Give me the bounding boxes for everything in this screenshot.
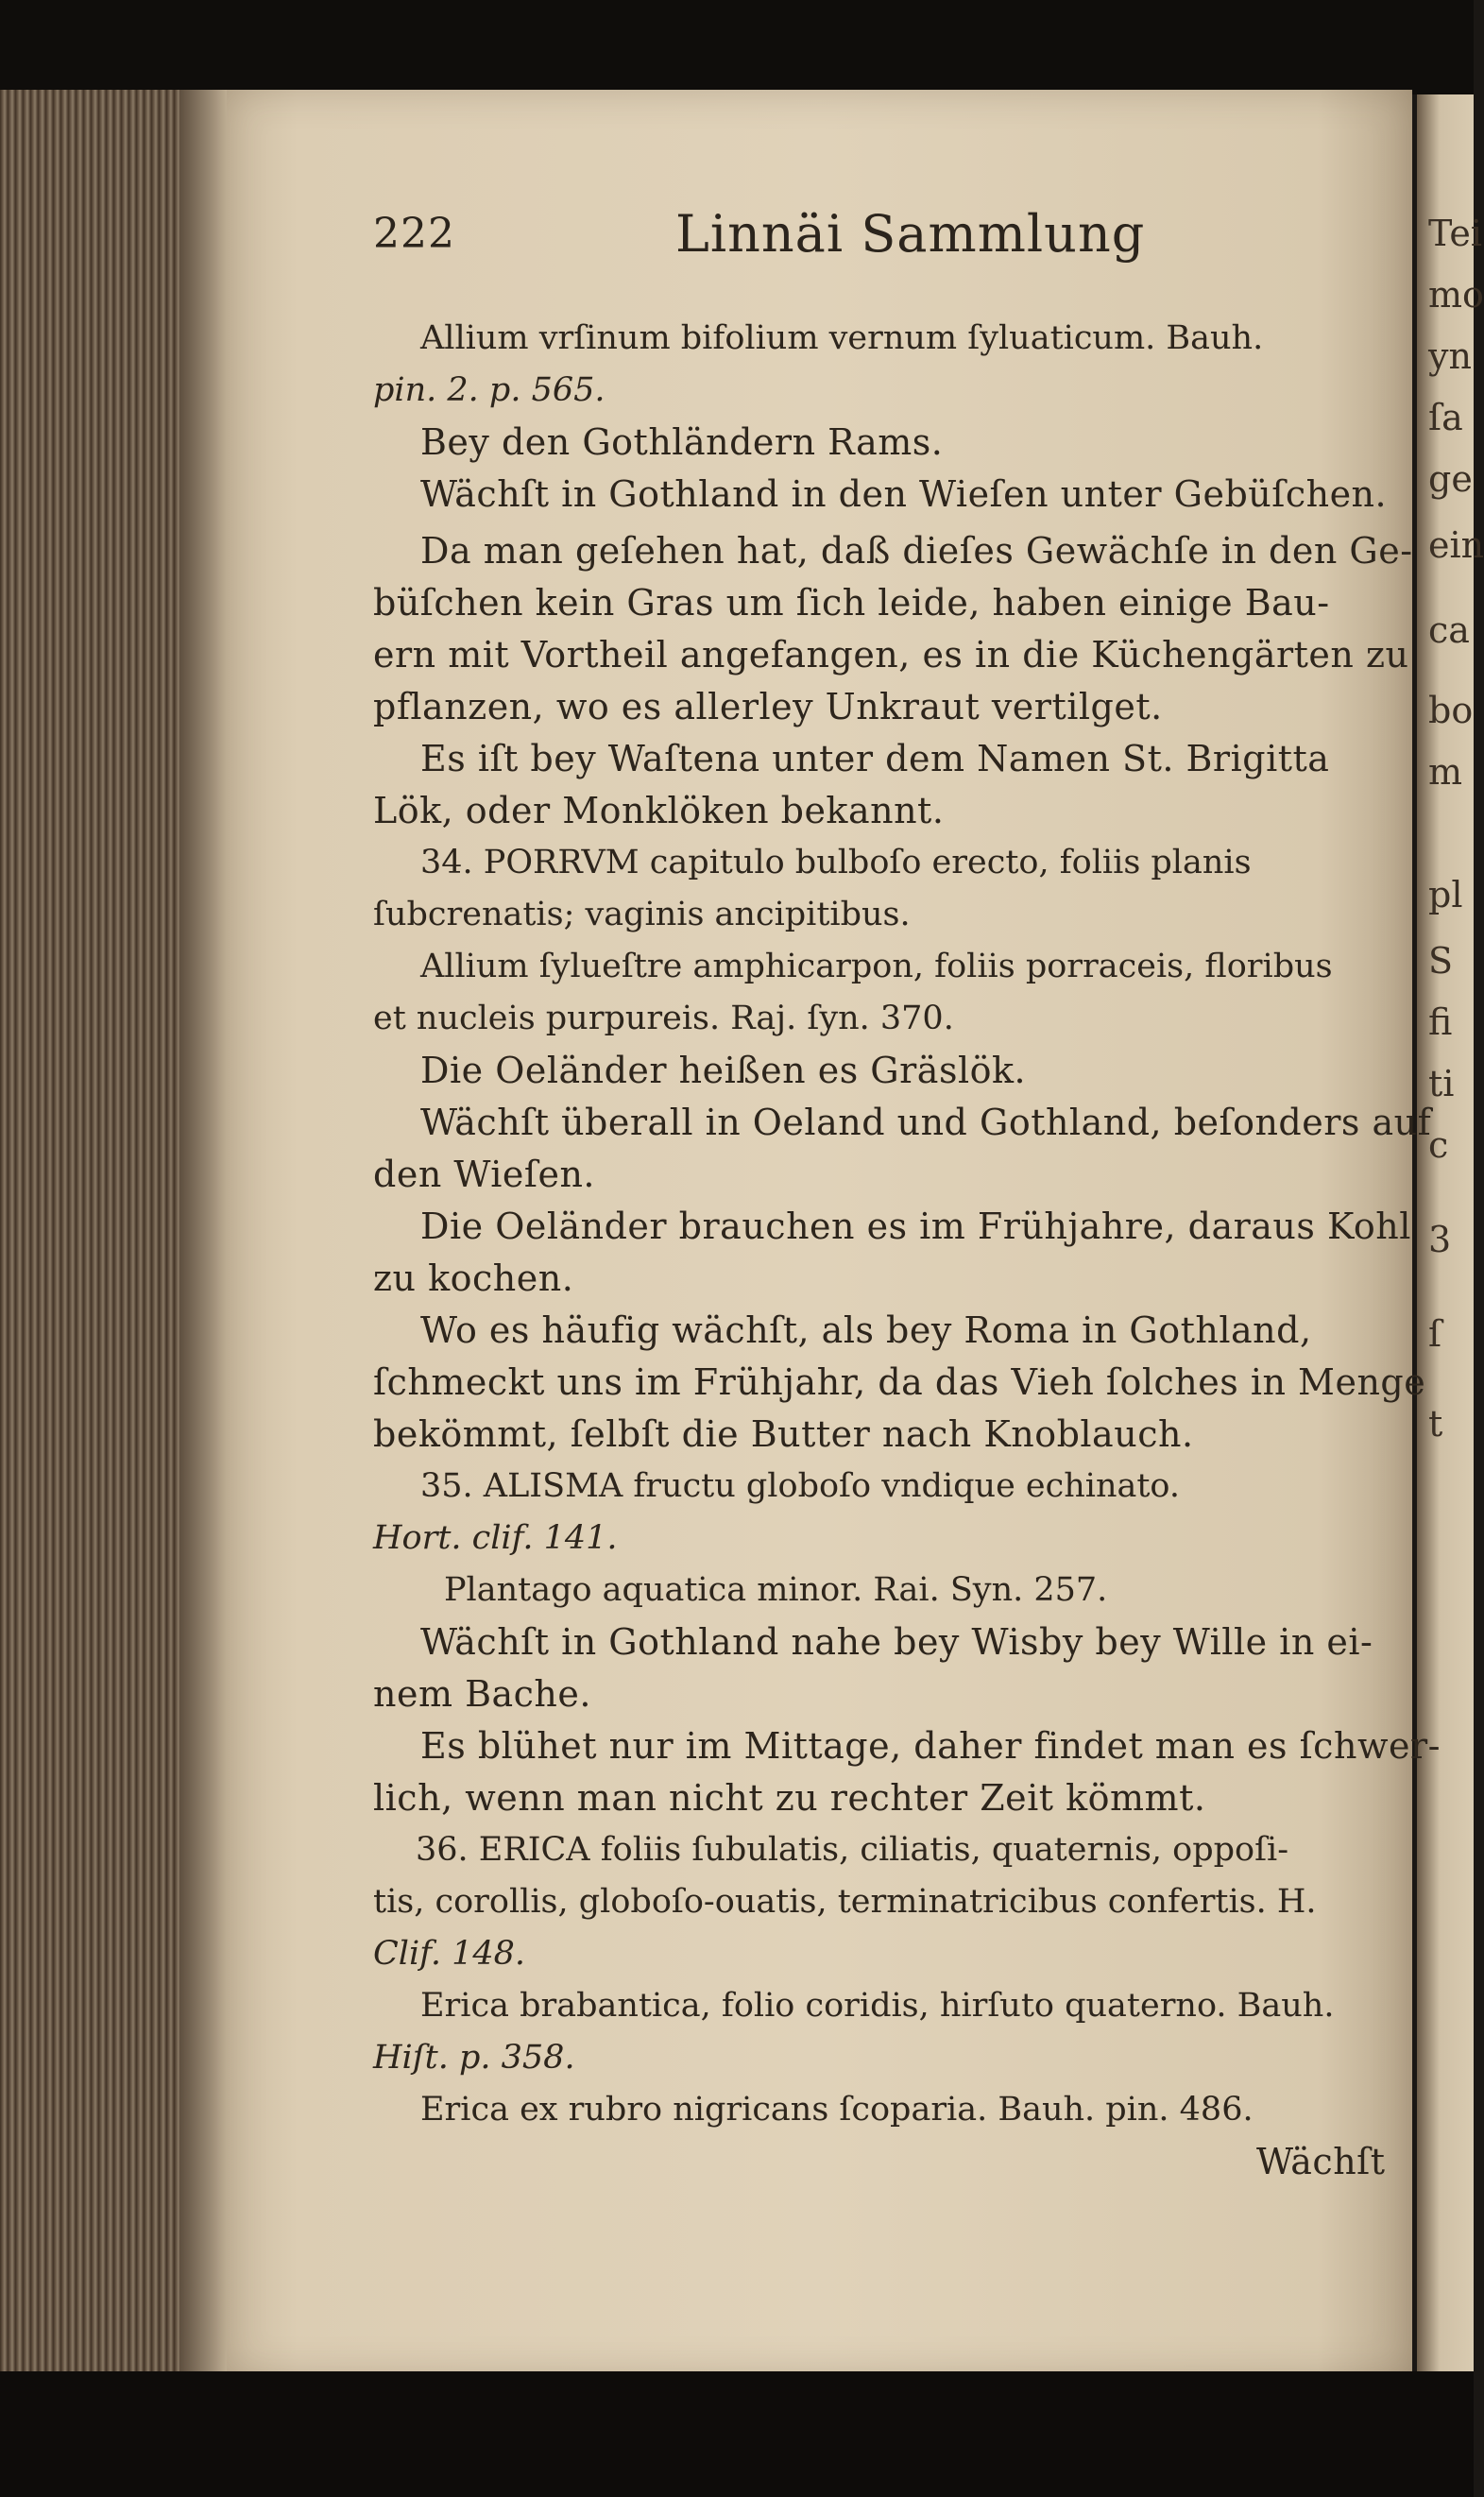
text-line: Hiſt. p. 358. bbox=[373, 2039, 575, 2077]
text-line: Bey den Gothländern Rams. bbox=[420, 421, 944, 463]
text-line: Clif. 148. bbox=[373, 1935, 526, 1973]
text-line: Plantago aquatica minor. Rai. Syn. 257. bbox=[444, 1571, 1108, 1609]
facing-page-fragment: m bbox=[1428, 751, 1463, 793]
running-title: Linnäi Sammlung bbox=[675, 204, 1146, 264]
text-line: Die Oeländer heißen es Gräslök. bbox=[420, 1050, 1027, 1091]
text-line: nem Bache. bbox=[373, 1673, 591, 1715]
facing-page-fragment: pl bbox=[1428, 874, 1463, 915]
facing-page-fragment: ein bbox=[1428, 524, 1484, 566]
facing-page-fragment: mo bbox=[1428, 274, 1484, 316]
text-line: et nucleis purpureis. Raj. ſyn. 370. bbox=[373, 1000, 954, 1037]
text-line: Da man geſehen hat, daß dieſes Gewächſe in den Ge- bbox=[420, 530, 1413, 572]
text-line: Hort. clif. 141. bbox=[373, 1519, 618, 1557]
text-line: pin. 2. p. 565. bbox=[373, 371, 606, 409]
scan-bottom-shadow bbox=[0, 2371, 1474, 2497]
text-line: ſchmeckt uns im Frühjahr, da das Vieh ſolches in Menge bbox=[373, 1361, 1426, 1403]
facing-page-fragment: ti bbox=[1428, 1063, 1455, 1104]
text-line: ſubcrenatis; vaginis ancipitibus. bbox=[373, 896, 911, 933]
facing-page-fragment: bo bbox=[1428, 690, 1474, 731]
facing-page-fragment: t bbox=[1428, 1403, 1443, 1445]
text-line: Wächſt in Gothland in den Wieſen unter Gebüſchen. bbox=[420, 473, 1388, 515]
text-line: zu kochen. bbox=[373, 1257, 574, 1299]
text-line: pflanzen, wo es allerley Unkraut vertilget. bbox=[373, 686, 1163, 727]
text-line: bekömmt, ſelbſt die Butter nach Knoblauch. bbox=[373, 1413, 1194, 1455]
text-line: Es blühet nur im Mittage, daher findet man es ſchwer- bbox=[420, 1725, 1441, 1767]
facing-page-fragment: ge bbox=[1428, 458, 1473, 500]
facing-page-fragment: ſ bbox=[1428, 1313, 1442, 1355]
text-line: den Wieſen. bbox=[373, 1154, 596, 1195]
facing-page-fragment: fi bbox=[1428, 1001, 1453, 1043]
text-line: tis, corollis, globoſo-ouatis, terminatricibus confertis. H. bbox=[373, 1883, 1317, 1921]
facing-page-fragment: c bbox=[1428, 1124, 1449, 1166]
text-line: Erica ex rubro nigricans ſcoparia. Bauh. pin. 486. bbox=[420, 2091, 1254, 2129]
text-line: lich, wenn man nicht zu rechter Zeit kömmt. bbox=[373, 1777, 1206, 1819]
facing-page-fragment: Tei bbox=[1428, 213, 1483, 254]
text-line: Wächſt in Gothland nahe bey Wisby bey Wille in ei- bbox=[420, 1621, 1373, 1663]
text-line: 36. ERICA foliis ſubulatis, ciliatis, quaternis, oppoſi- bbox=[416, 1831, 1289, 1869]
text-line: Wo es häufig wächſt, als bey Roma in Gothland, bbox=[420, 1309, 1312, 1351]
text-line: Lök, oder Monklöken bekannt. bbox=[373, 790, 945, 831]
page-number: 222 bbox=[373, 210, 455, 258]
text-line: ern mit Vortheil angefangen, es in die Küchengärten zu bbox=[373, 634, 1409, 676]
facing-page-fragment: S bbox=[1428, 940, 1454, 982]
facing-page-fragment: yn bbox=[1428, 335, 1472, 377]
text-line: Allium ſylueſtre amphicarpon, foliis porraceis, floribus bbox=[420, 948, 1333, 985]
text-line: Wächſt überall in Oeland und Gothland, beſonders auf bbox=[420, 1102, 1432, 1143]
catchword: Wächſt bbox=[1256, 2141, 1386, 2182]
text-line: Die Oeländer brauchen es im Frühjahre, daraus Kohl bbox=[420, 1206, 1411, 1247]
facing-page-fragment: 3 bbox=[1428, 1219, 1452, 1260]
text-line: 35. ALISMA fructu globoſo vndique echinato. bbox=[420, 1467, 1181, 1505]
text-line: 34. PORRVM capitulo bulboſo erecto, foliis planis bbox=[420, 844, 1252, 881]
facing-page-fragment: ca bbox=[1428, 609, 1470, 651]
facing-page-fragment: ſa bbox=[1428, 397, 1463, 438]
text-line: Erica brabantica, folio coridis, hirſuto quaterno. Bauh. bbox=[420, 1987, 1335, 2025]
text-line: büſchen kein Gras um ſich leide, haben einige Bau- bbox=[373, 582, 1330, 624]
text-line: Allium vrſinum bifolium vernum ſyluaticum. Bauh. bbox=[420, 319, 1264, 357]
text-line: Es iſt bey Waſtena unter dem Namen St. Brigitta bbox=[420, 738, 1330, 779]
